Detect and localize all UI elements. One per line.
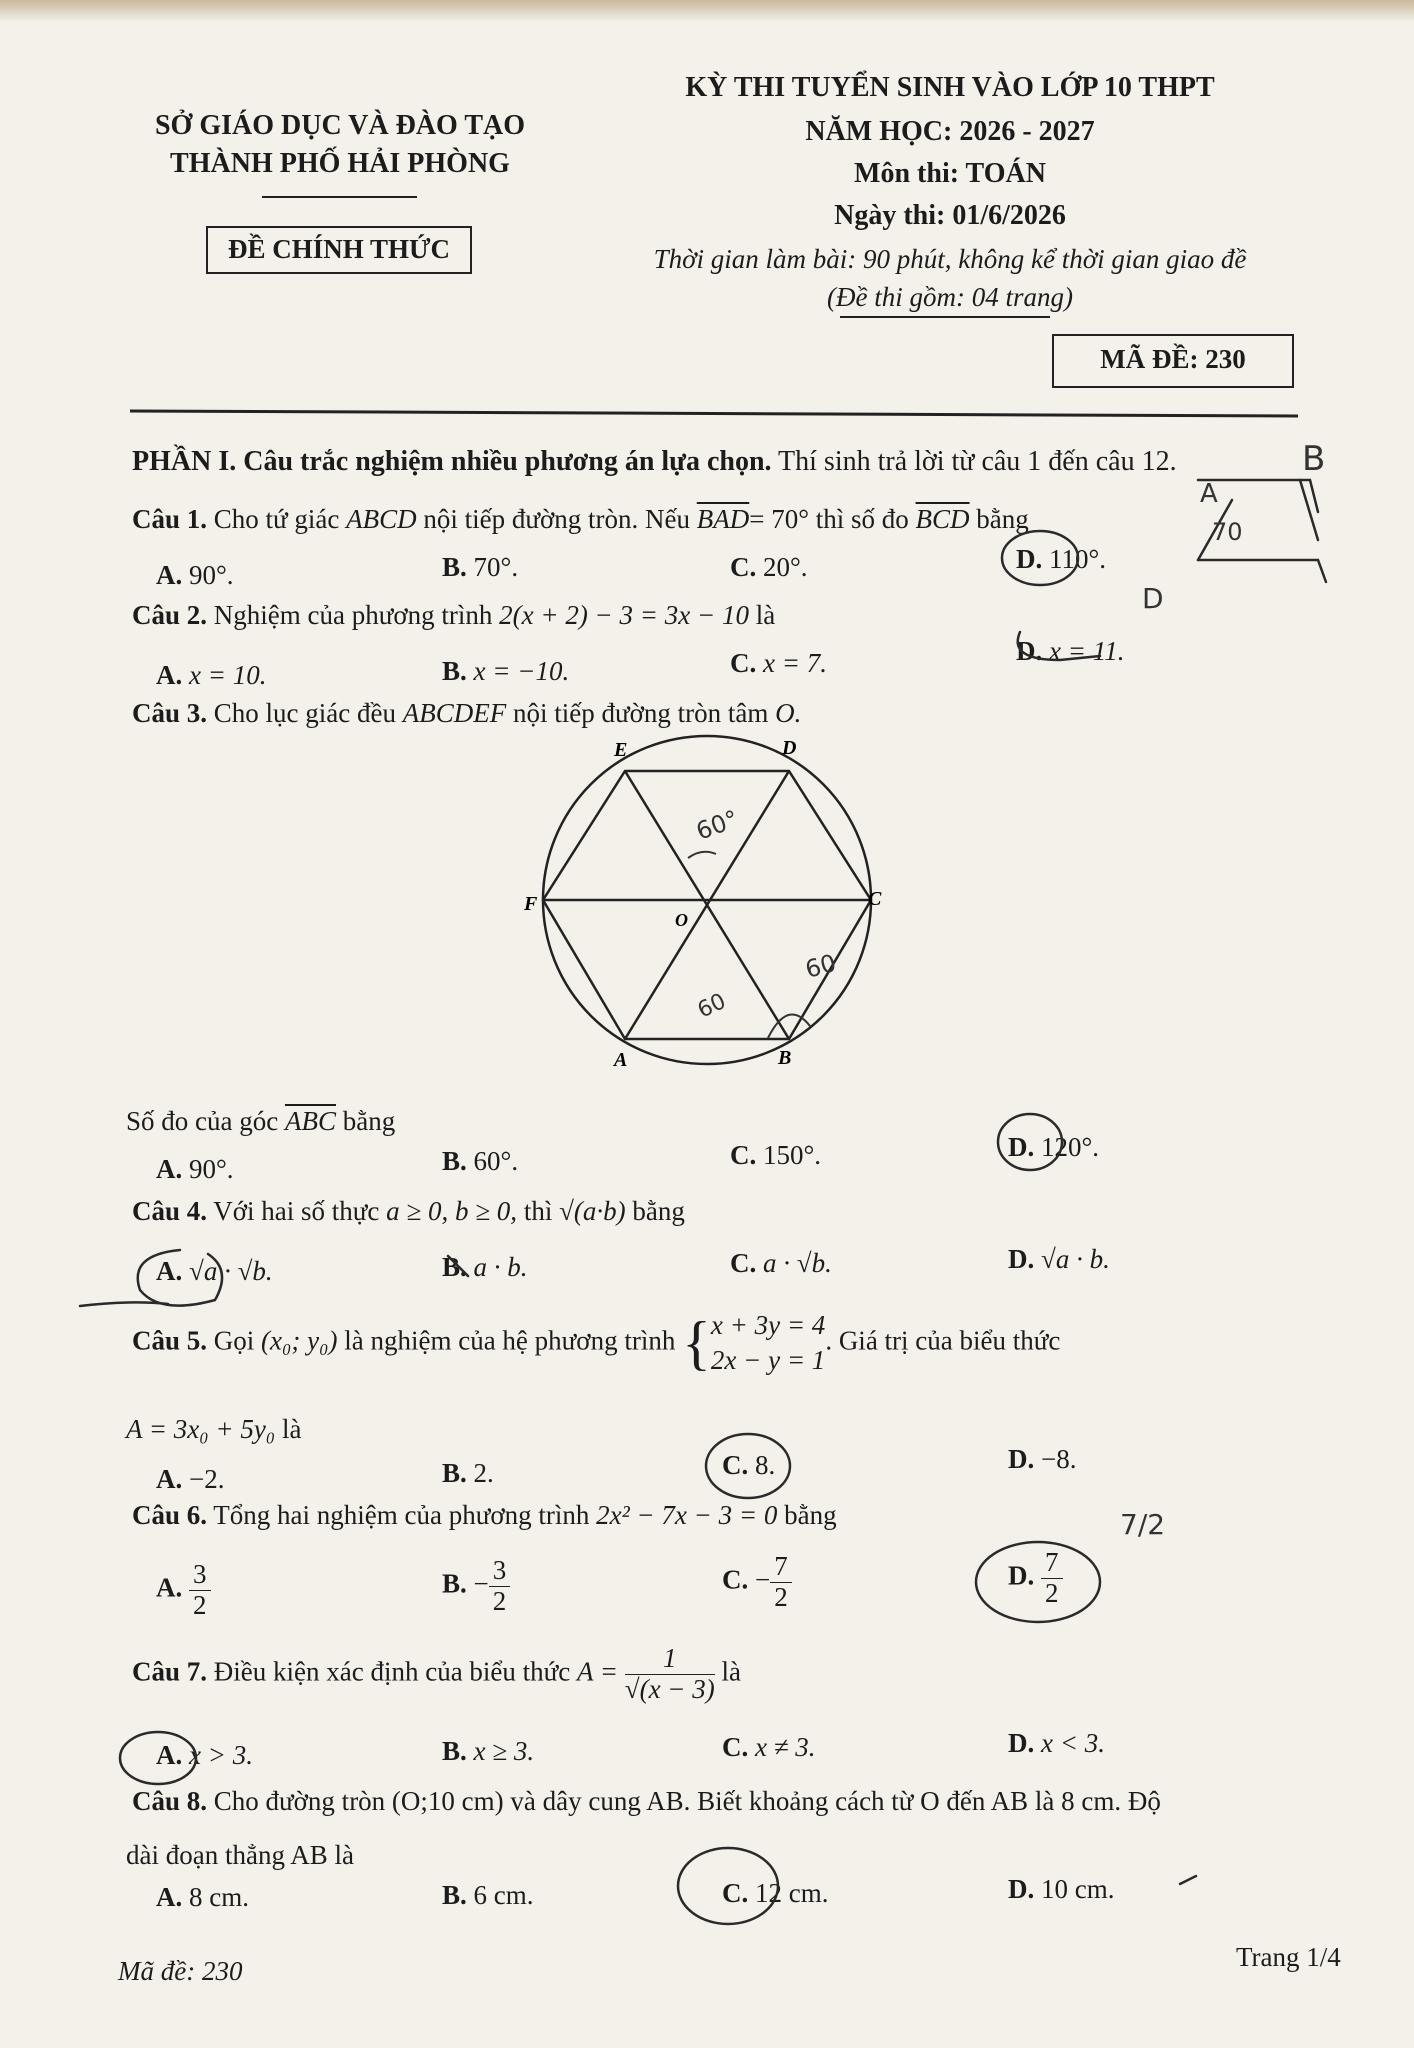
circle-q6-d bbox=[976, 1542, 1100, 1622]
footer-page: Trang 1/4 bbox=[1236, 1942, 1341, 1972]
exam-code: MÃ ĐỀ: 230 bbox=[1100, 344, 1246, 374]
equation-system: x + 3y = 4 2x − y = 1 bbox=[710, 1310, 826, 1376]
q4-option-b: B. a · b. bbox=[442, 1252, 528, 1282]
q1-option-a: A. 90°. bbox=[156, 560, 234, 590]
q6-stem: Câu 6. Tổng hai nghiệm của phương trình 2x² − 7x − 3 = 0 bằng bbox=[132, 1500, 837, 1530]
handwritten-60-right: 60 bbox=[802, 948, 840, 984]
circle-q5-c bbox=[706, 1434, 790, 1498]
label-c: C bbox=[868, 888, 882, 910]
circle-q2-d bbox=[1018, 632, 1100, 660]
exam-year: NĂM HỌC: 2026 - 2027 bbox=[805, 116, 1095, 147]
circle-q8-c bbox=[678, 1848, 778, 1924]
q8-option-a: A. 8 cm. bbox=[156, 1882, 249, 1912]
q8-stem-line1: Câu 8. Cho đường tròn (O;10 cm) và dây cung AB. Biết khoảng cách từ O đến AB là 8 cm. Độ bbox=[132, 1786, 1161, 1816]
q5-option-d: D. −8. bbox=[1008, 1444, 1077, 1474]
dept-line2: THÀNH PHỐ HẢI PHÒNG bbox=[170, 148, 510, 179]
q5-option-b: B. 2. bbox=[442, 1458, 494, 1488]
circle-q4-a bbox=[138, 1250, 222, 1306]
q8-stem-line2: dài đoạn thẳng AB là bbox=[126, 1840, 354, 1870]
label-f: F bbox=[524, 893, 538, 915]
circle-q1-d bbox=[1002, 531, 1078, 585]
q4-option-d: D. √a · b. bbox=[1008, 1244, 1110, 1274]
q2-option-a: A. x = 10. bbox=[156, 660, 267, 690]
q8-option-c: C. 12 cm. bbox=[722, 1878, 829, 1908]
q8-option-d: D. 10 cm. bbox=[1008, 1874, 1115, 1904]
q7-option-a: A. x > 3. bbox=[156, 1740, 253, 1770]
q3-option-b: B. 60°. bbox=[442, 1146, 519, 1176]
exam-time: Thời gian làm bài: 90 phút, không kể thời gian giao đề bbox=[653, 244, 1247, 274]
circle-q7-a bbox=[120, 1732, 196, 1784]
q5-stem: Câu 5. Gọi (x₀; y₀) là nghiệm của hệ phương trình { x + 3y = 4 2x − y = 1 . Giá trị của biểu thức bbox=[132, 1308, 1060, 1378]
handwritten-70: 70 bbox=[1212, 518, 1243, 546]
q5-option-a: A. −2. bbox=[156, 1464, 225, 1494]
sketch-quad-right bbox=[1300, 480, 1318, 540]
label-e: E bbox=[614, 739, 628, 761]
q6-option-b: B. − $\frac{3}{2}$ bbox=[442, 1556, 510, 1616]
q1-stem: Câu 1. Cho tứ giác ABCD nội tiếp đường tròn. Nếu $\overline{BAD}= 70^\circ$ thì số đo $\overline{BCD}$ bằng bbox=[132, 504, 1029, 534]
q7-stem: Câu 7. Điều kiện xác định của biểu thức A = $\frac{1}{√(x - 3)}$ là bbox=[132, 1643, 742, 1704]
q3-option-c: C. 150°. bbox=[730, 1140, 822, 1170]
handwritten-a-label: A bbox=[1200, 479, 1218, 509]
label-a: A bbox=[614, 1049, 628, 1071]
q1-option-b: B. 70°. bbox=[442, 552, 519, 582]
label-b: B bbox=[778, 1047, 792, 1069]
q6-option-d: D. $\frac{7}{2}$ bbox=[1008, 1548, 1063, 1608]
q2-option-c: C. x = 7. bbox=[730, 648, 827, 678]
sketch-quad-bottom bbox=[1198, 560, 1326, 582]
q2-option-b: B. x = −10. bbox=[442, 656, 570, 686]
handwritten-fraction: 7/2 bbox=[1120, 1508, 1166, 1541]
q1-option-d: D. 110°. bbox=[1016, 544, 1107, 574]
q3-option-d: D. 120°. bbox=[1008, 1132, 1100, 1162]
q3-option-a: A. 90°. bbox=[156, 1154, 234, 1184]
footer-code: Mã đề: 230 bbox=[118, 1956, 243, 1986]
dept-line1: SỞ GIÁO DỤC VÀ ĐÀO TẠO bbox=[154, 110, 525, 141]
label-d: D bbox=[782, 737, 797, 759]
q3-stem: Câu 3. Cho lục giác đều ABCDEF nội tiếp đường tròn tâm O. bbox=[132, 698, 802, 728]
official-label: ĐỀ CHÍNH THỨC bbox=[227, 234, 451, 264]
exam-pages: (Đề thi gồm: 04 trang) bbox=[827, 282, 1073, 312]
handwritten-60-top: 60° bbox=[692, 804, 743, 846]
circle-q3-d bbox=[998, 1114, 1062, 1170]
q4-stem: Câu 4. Với hai số thực a ≥ 0, b ≥ 0, thì √(a·b) bằng bbox=[132, 1196, 685, 1226]
q1-option-c: C. 20°. bbox=[730, 552, 808, 582]
q3-question: Số đo của góc $\overline{ABC}$ bằng bbox=[126, 1106, 396, 1136]
exam-subject: Môn thi: TOÁN bbox=[854, 158, 1046, 189]
q8-option-b: B. 6 cm. bbox=[442, 1880, 534, 1910]
handwritten-d-answer: D bbox=[1142, 582, 1164, 615]
q7-option-b: B. x ≥ 3. bbox=[442, 1736, 535, 1766]
q5-option-c: C. 8. bbox=[722, 1450, 776, 1480]
stroke-q4-a-tail bbox=[80, 1302, 168, 1306]
q6-option-c: C. − $\frac{7}{2}$ bbox=[722, 1552, 792, 1612]
q6-option-a: A. $\frac{3}{2}$ bbox=[156, 1560, 211, 1620]
strike-q4-b bbox=[448, 1256, 468, 1276]
tick-q8-d bbox=[1180, 1876, 1196, 1884]
exam-date: Ngày thi: 01/6/2026 bbox=[834, 200, 1066, 231]
q4-option-a: A. √a · √b. bbox=[156, 1256, 273, 1286]
handwritten-60-bottom: 60 bbox=[693, 988, 730, 1024]
q2-option-d: D. x = 11. bbox=[1016, 636, 1125, 666]
part-title: PHẦN I. Câu trắc nghiệm nhiều phương án lựa chọn. Thí sinh trả lời từ câu 1 đến câu 12. bbox=[132, 446, 1177, 477]
handwritten-b-label: B bbox=[1302, 439, 1326, 479]
q4-option-c: C. a · √b. bbox=[730, 1248, 832, 1278]
q5-expression: A = 3x₀ + 5y₀ là bbox=[126, 1414, 302, 1444]
q7-option-c: C. x ≠ 3. bbox=[722, 1732, 816, 1762]
system-brace: { bbox=[682, 1310, 711, 1377]
q7-option-d: D. x < 3. bbox=[1008, 1728, 1105, 1758]
label-o: O bbox=[675, 910, 688, 930]
q2-stem: Câu 2. Nghiệm của phương trình 2(x + 2) − 3 = 3x − 10 là bbox=[132, 600, 776, 630]
exam-title: KỲ THI TUYỂN SINH VÀO LỚP 10 THPT bbox=[685, 72, 1215, 103]
